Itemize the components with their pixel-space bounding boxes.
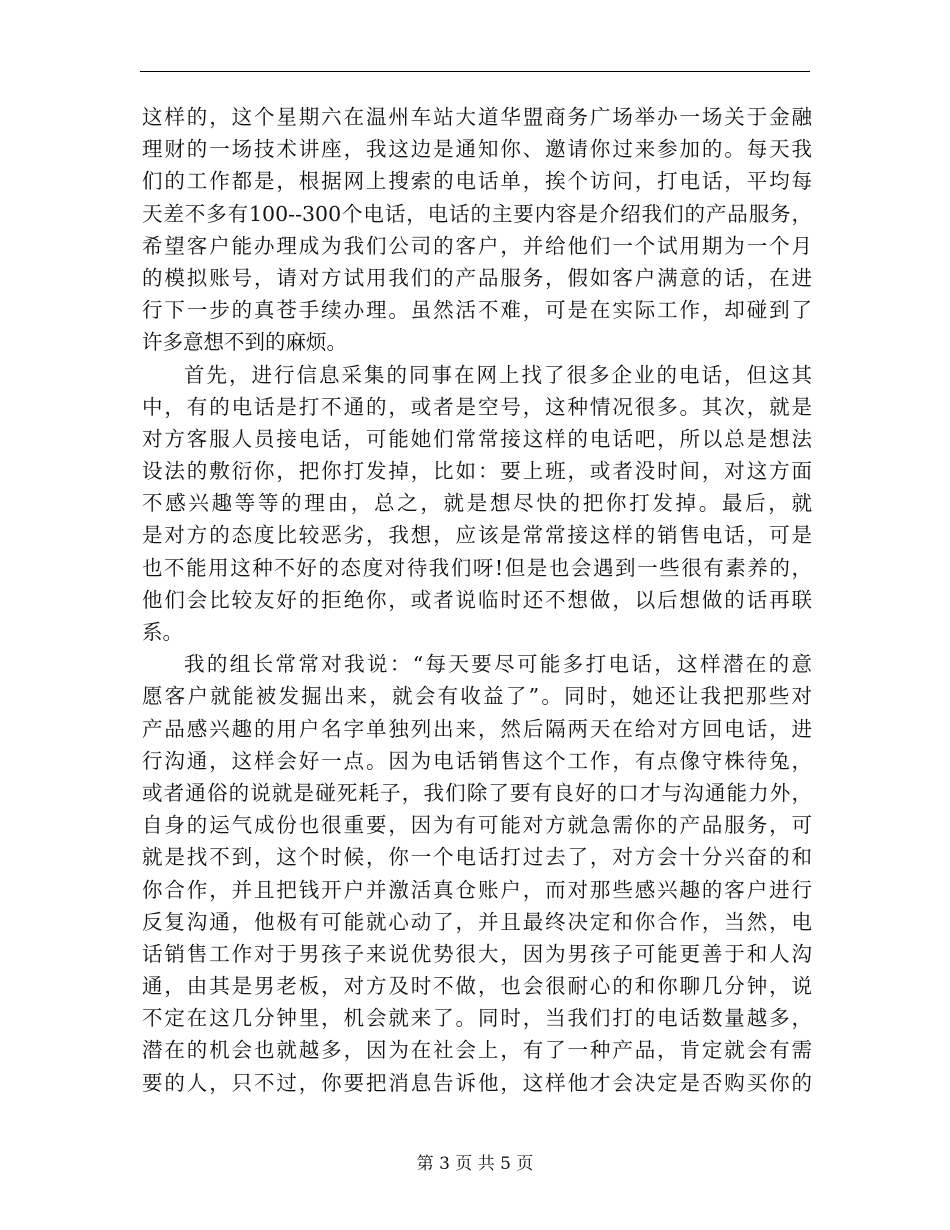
text-line: 或者通俗的说就是碰死耗子，我们除了要有良好的口才与沟通能力外， [142, 780, 812, 805]
text-line: 产品感兴趣的用户名字单独列出来，然后隔两天在给对方回电话，进 [142, 716, 812, 741]
text-line: 愿客户就能被发掘出来，就会有收益了”。同时，她还让我把那些对 [142, 684, 812, 709]
text-line: 设法的敷衍你，把你打发掉，比如：要上班，或者没时间，对这方面 [142, 459, 812, 484]
paragraph-first-line: 我的组长常常对我说：“每天要尽可能多打电话，这样潜在的意 [184, 652, 812, 677]
text-line: 自身的运气成份也很重要，因为有可能对方就急需你的产品服务，可 [142, 813, 812, 838]
header-rule [140, 71, 810, 72]
text-line: 这样的，这个星期六在温州车站大道华盟商务广场举办一场关于金融 [142, 105, 812, 129]
text-line: 潜在的机会也就越多，因为在社会上，有了一种产品，肯定就会有需 [142, 1038, 812, 1063]
text-line: 要的人，只不过，你要把消息告诉他，这样他才会决定是否购买你的 [142, 1070, 812, 1095]
paragraph-first-line: 首先，进行信息采集的同事在网上找了很多企业的电话，但这其 [184, 362, 812, 387]
text-line: 对方客服人员接电话，可能她们常常接这样的电话吧，所以总是想法 [142, 426, 812, 451]
text-line: 的模拟账号，请对方试用我们的产品服务，假如客户满意的话，在进 [142, 265, 812, 290]
text-line: 希望客户能办理成为我们公司的客户，并给他们一个试用期为一个月 [142, 233, 812, 258]
text-line: 是对方的态度比较恶劣，我想，应该是常常接这样的销售电话，可是 [142, 523, 812, 548]
page-number: 第 3 页 共 5 页 [416, 1154, 534, 1174]
text-line: 许多意想不到的麻烦。 [142, 330, 347, 355]
text-line: 不感兴趣等等的理由，总之，就是想尽快的把你打发掉。最后，就 [142, 491, 812, 516]
text-line: 反复沟通，他极有可能就心动了，并且最终决定和你合作，当然，电 [142, 909, 812, 934]
document-body [142, 101, 812, 1099]
text-line: 中，有的电话是打不通的，或者是空号，这种情况很多。其次，就是 [142, 394, 812, 419]
text-line: 你合作，并且把钱开户并激活真仓账户，而对那些感兴趣的客户进行 [142, 877, 812, 902]
text-line: 也不能用这种不好的态度对待我们呀!但是也会遇到一些很有素养的， [142, 555, 812, 580]
text-line: 理财的一场技术讲座，我这边是通知你、邀请你过来参加的。每天我 [142, 137, 812, 162]
text-line: 行下一步的真苍手续办理。虽然活不难，可是在实际工作，却碰到了 [142, 298, 812, 323]
text-line: 系。 [142, 620, 183, 644]
text-line: 行沟通，这样会好一点。因为电话销售这个工作，有点像守株待兔， [142, 748, 812, 773]
text-line: 就是找不到，这个时候，你一个电话打过去了，对方会十分兴奋的和 [142, 845, 812, 870]
text-line: 他们会比较友好的拒绝你，或者说临时还不想做，以后想做的话再联 [142, 587, 812, 612]
text-line: 话销售工作对于男孩子来说优势很大，因为男孩子可能更善于和人沟 [142, 941, 812, 966]
text-line: 通，由其是男老板，对方及时不做，也会很耐心的和你聊几分钟，说 [142, 974, 812, 999]
text-line: 们的工作都是，根据网上搜索的电话单，挨个访问，打电话，平均每 [142, 169, 812, 194]
text-line: 天差不多有100--300个电话，电话的主要内容是介绍我们的产品服务， [142, 201, 812, 226]
text-line: 不定在这几分钟里，机会就来了。同时，当我们打的电话数量越多， [142, 1006, 812, 1031]
